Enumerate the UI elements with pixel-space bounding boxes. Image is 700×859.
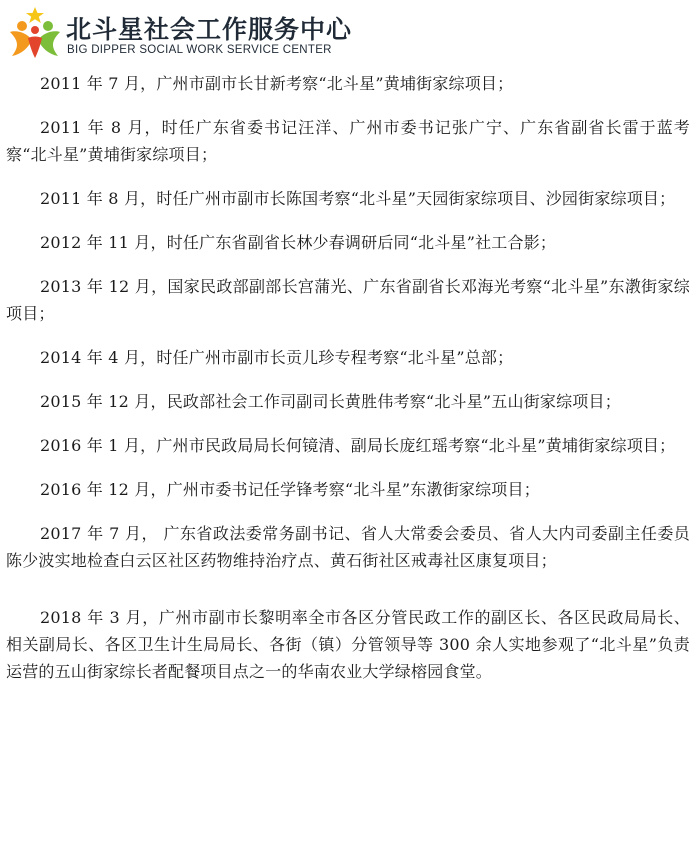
paragraph-10: 2017 年 7 月， 广东省政法委常务副书记、省人大常委会委员、省人大内司委副主任委员陈少波实地检查白云区社区药物维持治疗点、黄石街社区戒毒社区康复项目；	[6, 524, 690, 570]
paragraph-8: 2016 年 1 月，广州市民政局局长何镜清、副局长庞红瑶考察“北斗星”黄埔街家综项目；	[40, 436, 676, 455]
logo-icon	[6, 6, 64, 60]
logo-title-en: BIG DIPPER SOCIAL WORK SERVICE CENTER	[67, 44, 332, 56]
paragraph-4: 2012 年 11 月，时任广东省副省长林少春调研后同“北斗星”社工合影；	[40, 233, 557, 252]
paragraph-9: 2016 年 12 月，广州市委书记任学锋考察“北斗星”东漖街家综项目；	[40, 480, 540, 499]
logo-title-cn: 北斗星社会工作服务中心	[66, 15, 353, 44]
header	[6, 6, 353, 60]
document-body	[6, 70, 690, 702]
paragraph-11: 2018 年 3 月，广州市副市长黎明率全市各区分管民政工作的副区长、各区民政局局长、相关副局长、各区卫生计生局局长、各街（镇）分管领导等 300 余人实地参观了“北斗星”负责运营的五山街家综长者配餐项目点之一的华南农业大学绿榕园食堂。	[6, 608, 690, 681]
paragraph-3: 2011 年 8 月，时任广州市副市长陈国考察“北斗星”天园街家综项目、沙园街家综项目；	[40, 189, 676, 208]
paragraph-1: 2011 年 7 月，广州市副市长甘新考察“北斗星”黄埔街家综项目；	[40, 74, 514, 93]
paragraph-5: 2013 年 12 月，国家民政部副部长宫蒲光、广东省副省长邓海光考察“北斗星”东漖街家综项目；	[6, 277, 690, 323]
paragraph-2: 2011 年 8 月，时任广东省委书记汪洋、广州市委书记张广宁、广东省副省长雷于蓝考察“北斗星”黄埔街家综项目；	[6, 118, 690, 164]
paragraph-6: 2014 年 4 月，时任广州市副市长贡儿珍专程考察“北斗星”总部；	[40, 348, 514, 367]
paragraph-7: 2015 年 12 月，民政部社会工作司副司长黄胜伟考察“北斗星”五山街家综项目；	[40, 392, 621, 411]
